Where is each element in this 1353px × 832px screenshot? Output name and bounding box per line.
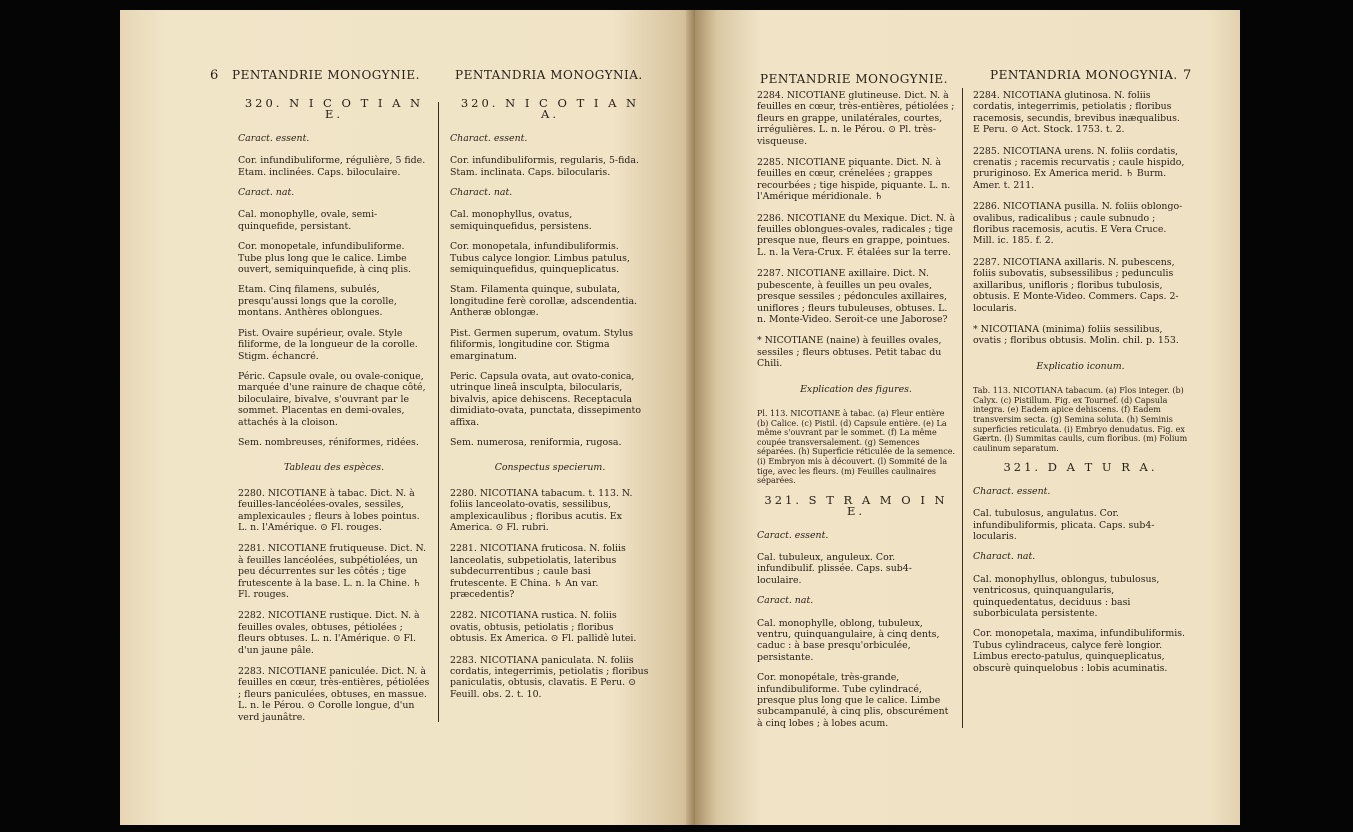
right-page [695,10,1240,825]
section-heading: Conspectus specierum. [494,462,606,474]
section-heading: Tableau des espèces. [283,462,385,474]
genus-title-fr: 320. N I C O T I A N E. [244,96,424,122]
paragraph: Cal. tubulosus, angulatus. Cor. infundibuliformis, plicata. Caps. sub4-locularis. [973,508,1155,542]
header-latin-right: PENTANDRIA MONOGYNIA. [990,68,1178,82]
species-entry: 2286. NICOTIANA pusilla. N. foliis oblongo-ovalibus, radicalibus ; caule subnudo ; floribus racemosis, acutis. E Vera Cruce. Mill. ic. 185. f. 2. [973,201,1183,247]
paragraph: Cor. monopétale, très-grande, infundibuliforme. Tube cylindracé, presque plus long que le calice. Limbe subcampanulé, à cinq plis, obscurément à cinq lobes ; à lobes acum. [757,672,949,729]
paragraph: Péric. Capsule ovale, ou ovale-conique, marquée d'une rainure de chaque côté, biloculaire, bivalve, s'ouvrant par le sommet. Placentas en demi-ovales, attachés à la cloison. [238,370,426,428]
paragraph: Cal. monophylle, oblong, tubuleux, ventru, quinquangulaire, à cinq dents, caduc : à base presqu'orbiculée, persistante. [757,617,940,663]
species-entry: 2287. NICOTIANA axillaris. N. pubescens, foliis subovatis, subsessilibus ; pedunculis axillaribus, unifloris ; floribus tubulosis, obtusis. E Monte-Video. Commers. Caps. 2-locularis. [973,256,1179,314]
section-label: Charact. nat. [973,551,1036,563]
page-number-left: 6 [210,68,219,83]
species-entry: 2286. NICOTIANE du Mexique. Dict. N. à feuilles oblongues-ovales, radicales ; tige presque nue, fleurs en grappe, pointues. L. n. la Vera-Crux. F. étalées sur la terre. [757,212,955,258]
species-entry: * NICOTIANA (minima) foliis sessilibus, ovatis ; floribus obtusis. Molin. chil. p. 153. [973,323,1179,347]
species-entry: 2280. NICOTIANA tabacum. t. 113. N. foliis lanceolato-ovatis, sessilibus, amplexicaulibus ; floribus acutis. Ex America. ⊙ Fl. rubri. [450,487,633,533]
paragraph: Stam. Filamenta quinque, subulata, longitudine ferè corollæ, adscendentia. Antheræ oblongæ. [450,284,638,319]
paragraph: Cor. monopetale, infundibuliforme. Tube plus long que le calice. Limbe ouvert, semiquinquefide, à cinq plis. [238,241,412,276]
left-page-latin-column [450,98,650,710]
paragraph: Sem. numerosa, reniformia, rugosa. [450,436,622,448]
genus-title-la: 320. N I C O T I A N A. [460,96,640,122]
paragraph: Cal. monophylle, ovale, semi-quinquefide, persistant. [238,209,378,232]
species-entry: 2283. NICOTIANA paniculata. N. foliis cordatis, integerrimis, petiolatis ; floribus paniculatis, obtusis, clavatis. E Peru. ⊙ Feuill. obs. 2. t. 10. [450,654,649,700]
paragraph: Cor. infundibuliformis, regularis, 5-fida. Stam. inclinata. Caps. bilocularis. [450,155,639,178]
species-entry: 2281. NICOTIANA fruticosa. N. foliis lanceolatis, subpetiolatis, lateribus subdecurrentibus ; caule basi frutescente. E China. ♄ An var. præcedentis? [450,543,626,600]
column-divider [962,88,963,728]
paragraph: Pist. Germen superum, ovatum. Stylus filiformis, longitudine cor. Stigma emarginatum. [450,327,634,362]
species-entry: 2287. NICOTIANE axillaire. Dict. N. pubescente, à feuilles un peu ovales, presque sessiles ; pédoncules axillaires, uniflores ; fleurs tubuleuses, obtuses. L. n. Monte-Video. Seroit-ce une Jaborose? [757,268,948,325]
section-label: Caract. nat. [238,187,295,199]
species-entry: 2283. NICOTIANE paniculée. Dict. N. à feuilles en cœur, très-entières, pétiolées ; fleurs paniculées, obtuses, en massue. L. n. le Pérou. ⊙ Corolle longue, d'un verd jaunâtre. [238,666,430,723]
figure-explanation: Tab. 113. NICOTIANA tabacum. (a) Flos integer. (b) Calyx. (c) Pistillum. Fig. ex Tournef. (d) Capsula integra. (e) Eadem apice dehiscens. (f) Eadem transversim secta. (g) Semina soluta. (h) Seminis superficies reticulata. (i) Embryo denudatus. Fig. ex Gærtn. (l) Summitas caulis, cum floribus. (m) Folium caulinum separatum. [973,386,1188,453]
paragraph: Cal. monophyllus, oblongus, tubulosus, ventricosus, quinquangularis, quinquedentatus, deciduus : basi suborbiculata persistente. [973,573,1160,619]
species-entry: 2280. NICOTIANE à tabac. Dict. N. à feuilles-lancéolées-ovales, sessiles, amplexicaules ; fleurs à lobes pointus. L. n. l'Amérique. ⊙ Fl. rouges. [238,487,420,533]
species-entry: 2284. NICOTIANA glutinosa. N. foliis cordatis, integerrimis, petiolatis ; floribus racemosis, secundis, brevibus inæqualibus. E Peru. ⊙ Act. Stock. 1753. t. 2. [973,90,1180,136]
species-entry: 2285. NICOTIANA urens. N. foliis cordatis, crenatis ; racemis recurvatis ; caule hispido, pruriginoso. Ex America merid. ♄ Burm. Amer. t. 211. [973,145,1185,191]
section-label: Caract. nat. [757,595,814,607]
paragraph: Peric. Capsula ovata, aut ovato-conica, utrinque lineâ insculpta, bilocularis, bivalvis, apice dehiscens. Receptacula dimidiato-ovata, punctata, dissepimento affixa. [450,370,641,428]
left-page-french-column [238,98,430,733]
paragraph: Cal. tubuleux, anguleux. Cor. infundibulif. plissée. Caps. sub4-loculaire. [757,551,912,586]
open-book [120,10,1240,825]
section-label: Caract. essent. [757,529,829,541]
section-label: Charact. essent. [973,485,1051,497]
paragraph: Cal. monophyllus, ovatus, semiquinquefidus, persistens. [450,209,592,232]
paragraph: Etam. Cinq filamens, subulés, presqu'aussi longs que la corolle, montans. Anthères oblongues. [238,284,397,319]
paragraph: Cor. monopetala, infundibuliformis. Tubus calyce longior. Limbus patulus, semiquinquefidus, quinqueplicatus. [450,241,630,276]
species-entry: 2285. NICOTIANE piquante. Dict. N. à feuilles en cœur, crénelées ; grappes recourbées ; tige hispide, piquante. L. n. l'Amérique méridionale. ♄ [757,157,951,203]
section-label: Charact. nat. [450,187,513,199]
genus-title-la: 321. D A T U R A. [1003,460,1158,475]
section-label: Caract. essent. [238,132,310,144]
right-page-latin-column [973,90,1188,683]
species-entry: 2282. NICOTIANE rustique. Dict. N. à feuilles ovales, obtuses, pétiolées ; fleurs obtuses. L. n. l'Amérique. ⊙ Fl. d'un jaune pâle. [238,610,420,656]
header-latin-left: PENTANDRIA MONOGYNIA. [455,68,643,82]
header-french-left: PENTANDRIE MONOGYNIE. [232,68,420,82]
genus-title-fr: 321. S T R A M O I N E. [764,492,948,519]
paragraph: Cor. monopetala, maxima, infundibuliformis. Tubus cylindraceus, calyce ferè longior. Limbus erecto-patulus, quinqueplicatus, obscurè quinquelobus : lobis acuminatis. [973,628,1185,674]
species-entry: * NICOTIANE (naine) à feuilles ovales, sessiles ; fleurs obtuses. Petit tabac du Chili. [757,335,942,370]
section-heading: Explicatio iconum. [1036,360,1125,372]
species-entry: 2284. NICOTIANE glutineuse. Dict. N. à feuilles en cœur, très-entières, pétiolées ; fleurs en grappe, unilatérales, courtes, irrégulières. L. n. le Pérou. ⊙ Pl. très-visqueuse. [757,90,955,147]
left-page [120,10,700,825]
section-heading: Explication des figures. [800,383,912,395]
figure-explanation: Pl. 113. NICOTIANE à tabac. (a) Fleur entière (b) Calice. (c) Pistil. (d) Capsule entière. (e) La même s'ouvrant par le sommet. (f) La même coupée transversalement. (g) Semences séparées. (h) Superficie réticulée de la semence. (i) Embryon mis à découvert. (l) Sommité de la tige, avec les fleurs. (m) Feuilles caulinaires séparées. [757,408,955,486]
column-divider [438,102,439,722]
right-page-french-column [757,90,955,738]
page-number-right: 7 [1183,68,1192,83]
paragraph: Sem. nombreuses, réniformes, ridées. [238,436,419,448]
paragraph: Pist. Ovaire supérieur, ovale. Style filiforme, de la longueur de la corolle. Stigm. échancré. [238,327,418,362]
header-french-right: PENTANDRIE MONOGYNIE. [760,72,948,86]
species-entry: 2282. NICOTIANA rustica. N. foliis ovatis, obtusis, petiolatis ; floribus obtusis. Ex America. ⊙ Fl. pallidè lutei. [450,610,637,645]
section-label: Charact. essent. [450,132,528,144]
species-entry: 2281. NICOTIANE frutiqueuse. Dict. N. à feuilles lancéolées, subpétiolées, un peu décurrentes sur les côtés ; tige frutescente à la base. L. n. la Chine. ♄ Fl. rouges. [238,543,427,600]
paragraph: Cor. infundibuliforme, régulière, 5 fide. Etam. inclinées. Caps. biloculaire. [238,155,426,178]
